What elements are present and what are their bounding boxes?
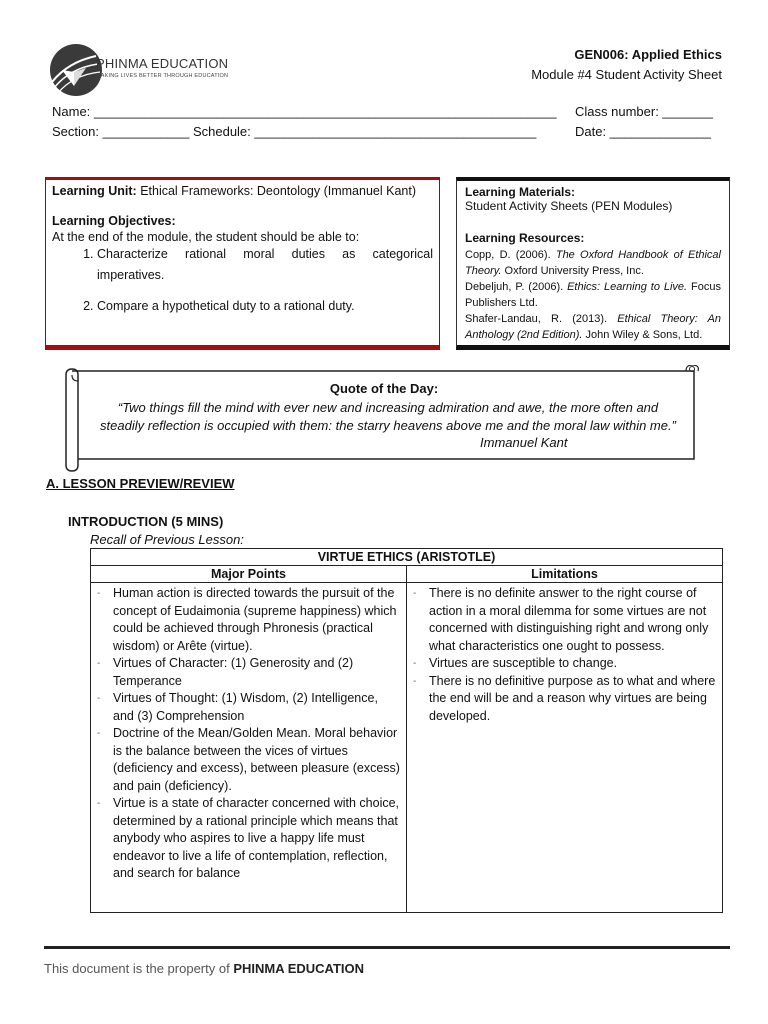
resource-item [465, 279, 721, 311]
objectives-list [52, 244, 433, 317]
resource-publisher: Oxford University Press, Inc. [501, 265, 644, 277]
column-header-major-points: Major Points [91, 566, 407, 583]
materials-label: Learning Materials: [465, 185, 576, 199]
learning-unit-box [45, 177, 440, 350]
list-item: - Virtues are susceptible to change. [429, 655, 718, 673]
column-header-limitations: Limitations [407, 566, 723, 583]
materials-value: Student Activity Sheets (PEN Modules) [465, 199, 673, 213]
learning-materials-box [456, 177, 730, 350]
learning-unit-label: Learning Unit: [52, 184, 137, 198]
learning-unit [52, 184, 433, 198]
learning-unit-value: Ethical Frameworks: Deontology (Immanuel Kant) [136, 184, 416, 198]
table-title: VIRTUE ETHICS (ARISTOTLE) [91, 549, 723, 566]
resource-title: The Oxford Handbook of Ethical Theory. [465, 249, 721, 277]
resources-label: Learning Resources: [465, 231, 585, 245]
resource-author: Debeljuh, P. (2006). [465, 281, 568, 293]
org-name: PHINMA EDUCATION [96, 56, 229, 71]
date-field[interactable]: Date: ______________ [575, 124, 711, 139]
module-title: Module #4 Student Activity Sheet [531, 67, 722, 82]
quote-author: Immanuel Kant [480, 435, 568, 450]
section-a-heading: A. LESSON PREVIEW/REVIEW [46, 476, 235, 491]
footer-note [44, 961, 364, 976]
list-item: - There is no definite answer to the right course of action in a moral dilemma for some virtues are not concerned with distinguishing right and wrong only what characteristics one ought to possess. [429, 585, 718, 655]
objective-item: 2. Compare a hypothetical duty to a rational duty. [97, 296, 433, 317]
quote-text: “Two things fill the mind with ever new and increasing admiration and awe, the more often and steadily reflection is occupied with them: the starry heavens above me and the moral law within me.” [100, 400, 676, 433]
introduction-heading: INTRODUCTION (5 MINS) [68, 514, 224, 529]
limitations-list [411, 585, 718, 725]
resource-title: Ethics: Learning to Live. [567, 281, 688, 293]
recall-label: Recall of Previous Lesson: [90, 532, 244, 547]
resource-author: Shafer-Landau, R. (2013). [465, 313, 618, 325]
major-points-cell [91, 583, 407, 913]
footer-divider [44, 946, 730, 949]
name-field[interactable]: Name: ________________________________________________________________ [52, 104, 557, 119]
virtue-ethics-table [90, 548, 723, 913]
class-number-field[interactable]: Class number: _______ [575, 104, 714, 119]
section-schedule-field[interactable]: Section: ____________ Schedule: _______________________________________ [52, 124, 537, 139]
list-item: - Virtues of Character: (1) Generosity and (2) Temperance [113, 655, 402, 690]
quote-title: Quote of the Day: [329, 381, 439, 396]
major-points-list [95, 585, 402, 883]
list-item: - Human action is directed towards the pursuit of the concept of Eudaimonia (supreme happiness) which could be achieved through Phronesis (practical wisdom) or Arête (virtue). [113, 585, 402, 655]
list-item: - Virtues of Thought: (1) Wisdom, (2) Intelligence, and (3) Comprehension [113, 690, 402, 725]
list-item: - There is no definitive purpose as to what and where the end will be and a reason why virtues are being developed. [429, 673, 718, 726]
objectives-intro: At the end of the module, the student should be able to: [52, 230, 360, 244]
org-tagline: MAKING LIVES BETTER THROUGH EDUCATION [96, 73, 229, 79]
resource-publisher: Focus Publishers Ltd. [465, 281, 721, 309]
objective-item: 1. Characterize rational moral duties as categorical imperatives. [97, 244, 433, 286]
footer-prefix: This document is the property of [44, 961, 234, 976]
course-title: GEN006: Applied Ethics [574, 47, 722, 62]
resource-title: Ethical Theory: An Anthology (2nd Edition). [465, 313, 722, 341]
list-item: - Doctrine of the Mean/Golden Mean. Moral behavior is the balance between the vices of virtues (deficiency and excess), between pleasure (excess) and pain (deficiency). [113, 725, 402, 795]
limitations-cell [407, 583, 723, 913]
resource-item [465, 247, 721, 279]
resource-author: Copp, D. (2006). [465, 249, 556, 261]
resource-item [465, 311, 721, 343]
resource-publisher: John Wiley & Sons, Ltd. [582, 329, 703, 341]
list-item: - Virtue is a state of character concerned with choice, determined by a rational principle which means that anybody who aspires to live a happy life must endeavor to live a life of contemplation, reflection, and search for balance [113, 795, 402, 883]
footer-owner: PHINMA EDUCATION [233, 961, 365, 976]
logo-globe-icon [48, 42, 108, 102]
objectives-label: Learning Objectives: [52, 214, 176, 228]
